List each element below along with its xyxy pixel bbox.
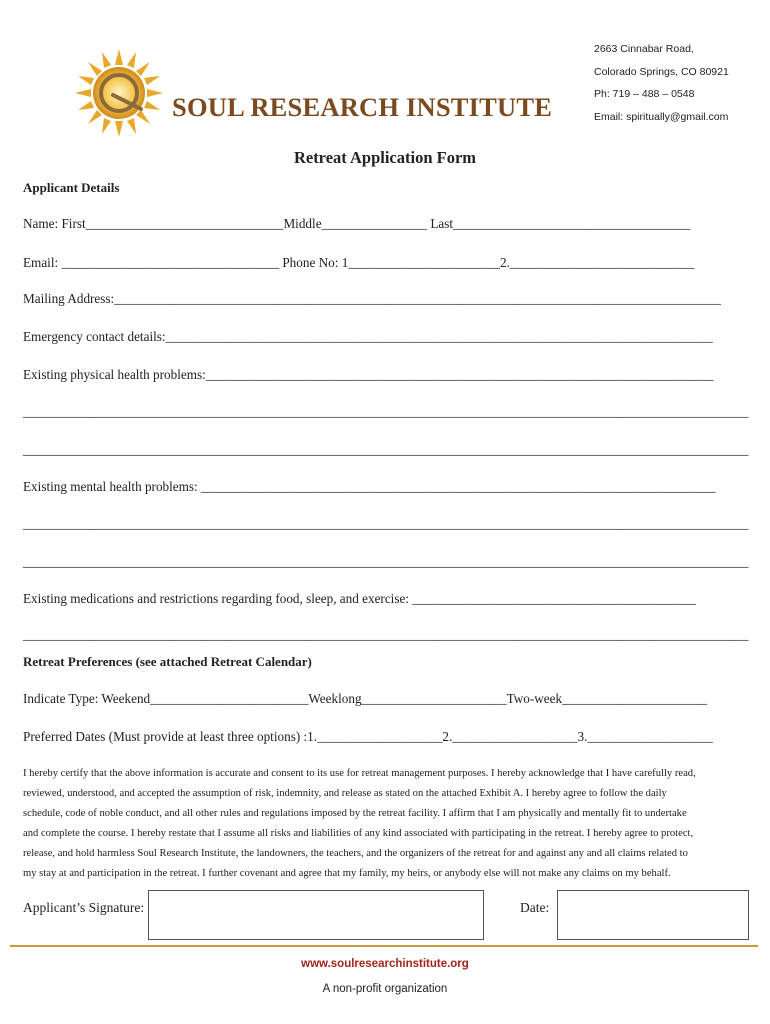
physical-health-line-2[interactable]: ______________________________________________________________________________________________________________ bbox=[23, 404, 749, 419]
retreat-type-field[interactable]: Indicate Type: Weekend________________________Weeklong______________________Two-week______________________ bbox=[23, 691, 708, 706]
certification-line: and complete the course. I hereby restate that I assume all risks and liabilities of any kind associated with participating in the retreat. I hereby agree to protect, bbox=[23, 828, 694, 839]
medications-field[interactable]: Existing medications and restrictions regarding food, sleep, and exercise: ___________________________________________ bbox=[23, 591, 696, 606]
medications-line-2[interactable]: ______________________________________________________________________________________________________________ bbox=[23, 627, 749, 642]
website-link[interactable]: www.soulresearchinstitute.org bbox=[301, 958, 469, 970]
certification-line: release, and hold harmless Soul Research Institute, the landowners, the teachers, and the organizers of the retreat for and against any and all claims related to bbox=[23, 848, 688, 859]
footer-divider bbox=[10, 945, 758, 947]
contact-address-line1: 2663 Cinnabar Road, bbox=[594, 43, 694, 55]
organization-name: SOUL RESEARCH INSTITUTE bbox=[172, 92, 553, 122]
mental-health-line-3[interactable]: ______________________________________________________________________________________________________________ bbox=[23, 554, 749, 569]
form-title: Retreat Application Form bbox=[293, 148, 477, 167]
nonprofit-note: A non-profit organization bbox=[322, 983, 448, 995]
date-box[interactable] bbox=[557, 890, 749, 940]
signature-label: Applicant’s Signature: bbox=[23, 900, 145, 915]
emergency-contact-field[interactable]: Emergency contact details:___________________________________________________________________________________ bbox=[23, 329, 713, 344]
contact-address-line2: Colorado Springs, CO 80921 bbox=[594, 66, 729, 78]
sun-logo-icon bbox=[74, 48, 164, 138]
signature-box[interactable] bbox=[148, 890, 484, 940]
certification-line: reviewed, understood, and accepted the assumption of risk, indemnity, and release as stated on the attached Exhibit A. I hereby agree to follow the daily bbox=[23, 788, 667, 799]
contact-email: Email: spiritually@gmail.com bbox=[594, 111, 729, 123]
certification-line: schedule, code of noble conduct, and all other rules and regulations imposed by the retreat facility. I affirm that I am physically and mentally fit to undertake bbox=[23, 808, 687, 819]
certification-text bbox=[23, 764, 748, 884]
preferred-dates-field[interactable]: Preferred Dates (Must provide at least three options) :1.___________________2.___________________3.___________________ bbox=[23, 729, 713, 744]
certification-line: I hereby certify that the above information is accurate and consent to its use for retreat management purposes. I hereby acknowledge that I have carefully read, bbox=[23, 768, 696, 779]
physical-health-line-3[interactable]: ______________________________________________________________________________________________________________ bbox=[23, 442, 749, 457]
date-label: Date: bbox=[520, 900, 550, 915]
certification-line: my stay at and participation in the retreat. I further covenant and agree that my family, my heirs, or anybody else will not make any claims on my behalf. bbox=[23, 868, 671, 879]
mental-health-line-2[interactable]: ______________________________________________________________________________________________________________ bbox=[23, 516, 749, 531]
section-retreat-preferences: Retreat Preferences (see attached Retreat Calendar) bbox=[23, 654, 312, 669]
name-field[interactable]: Name: First______________________________Middle________________ Last____________________________________ bbox=[23, 216, 691, 231]
email-phone-field[interactable]: Email: _________________________________ Phone No: 1_______________________2.____________________________ bbox=[23, 255, 695, 270]
contact-phone: Ph: 719 – 488 – 0548 bbox=[594, 88, 695, 100]
physical-health-field[interactable]: Existing physical health problems:_____________________________________________________________________________ bbox=[23, 367, 714, 382]
mailing-address-field[interactable]: Mailing Address:____________________________________________________________________________________________ bbox=[23, 291, 721, 306]
mental-health-field[interactable]: Existing mental health problems: ______________________________________________________________________________ bbox=[23, 479, 716, 494]
section-applicant-details: Applicant Details bbox=[23, 180, 120, 195]
